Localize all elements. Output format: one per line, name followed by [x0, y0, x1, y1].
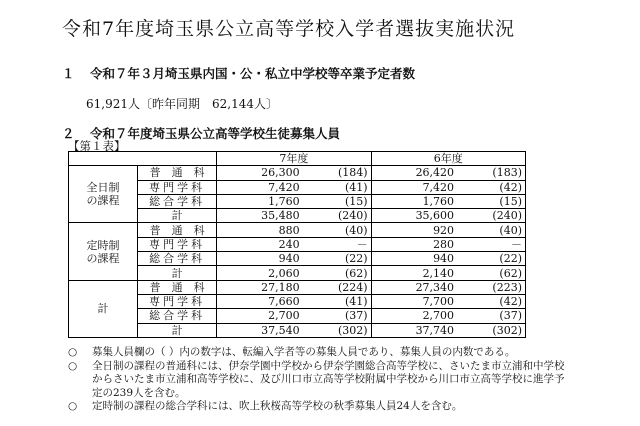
value-7: 2,700: [217, 309, 303, 323]
value-6: 7,420: [371, 180, 457, 194]
graduate-count-value: 61,921人: [86, 97, 140, 111]
transfer-6: (223): [457, 280, 525, 294]
group-label-line1: 計: [97, 302, 109, 316]
value-6: 2,700: [371, 309, 457, 323]
value-6: 37,740: [371, 323, 457, 337]
transfer-6: (22): [457, 252, 525, 266]
row-label: 専門学科: [138, 180, 217, 194]
page-title: 令和7年度埼玉県公立高等学校入学者選抜実施状況: [62, 18, 516, 40]
row-label: 専門学科: [138, 237, 217, 251]
group-label: [69, 223, 138, 280]
row-label: 普 通 科: [138, 223, 217, 237]
value-7: 27,180: [217, 280, 303, 294]
note-2: [68, 360, 568, 401]
value-7: 940: [217, 252, 303, 266]
table-row: [69, 209, 526, 223]
transfer-7: (240): [303, 209, 371, 223]
graduate-count-previous: 〔昨年同期 62,144人〕: [140, 97, 278, 111]
row-label: 総合学科: [138, 252, 217, 266]
transfer-6: (240): [457, 209, 525, 223]
note-text: 全日制の課程の普通科には、伊奈学園中学校から伊奈学園総合高等学校に、さいたま市立浦和中学校からさいたま市立浦和高等学校に、及び川口市立高等学校附属中学校から川口市立高等学校に進学予定の239人を含む。: [92, 359, 565, 399]
row-label: 専門学科: [138, 294, 217, 308]
row-label: 計: [138, 266, 217, 280]
value-7: 2,060: [217, 266, 303, 280]
value-7: 1,760: [217, 194, 303, 208]
value-6: 280: [371, 237, 457, 251]
value-7: 7,660: [217, 294, 303, 308]
header-year-7: 7年度: [217, 152, 371, 166]
table-row: [69, 166, 526, 180]
value-7: 26,300: [217, 166, 303, 180]
table-row: [69, 280, 526, 294]
transfer-7: (62): [303, 266, 371, 280]
transfer-7: (40): [303, 223, 371, 237]
note-marker: ○: [68, 346, 78, 358]
table-row: [69, 194, 526, 208]
table-row: [69, 223, 526, 237]
transfer-7: －: [303, 237, 371, 251]
row-label: 総合学科: [138, 194, 217, 208]
value-7: 37,540: [217, 323, 303, 337]
transfer-7: (41): [303, 180, 371, 194]
section-1-title: 令和７年３月埼玉県内国・公・私立中学校等卒業予定者数: [90, 66, 416, 81]
section-1-heading: [62, 64, 415, 82]
value-6: 2,140: [371, 266, 457, 280]
transfer-6: (183): [457, 166, 525, 180]
transfer-7: (37): [303, 309, 371, 323]
note-text: 定時制の課程の総合学科には、吹上秋桜高等学校の秋季募集人員24人を含む。: [92, 400, 463, 413]
transfer-7: (15): [303, 194, 371, 208]
row-label: 計: [138, 323, 217, 337]
group-label-line2: の課程: [86, 251, 120, 265]
value-6: 1,760: [371, 194, 457, 208]
note-text: 募集人員欄の（ ）内の数字は、転編入学者等の募集人員であり、募集人員の内数である。: [92, 346, 516, 358]
group-label: [69, 166, 138, 223]
table-row: [69, 309, 526, 323]
row-label: 総合学科: [138, 309, 217, 323]
table-body: [69, 166, 526, 338]
section-2-title: 令和７年度埼玉県公立高等学校生徒募集人員: [90, 126, 341, 141]
table-row: [69, 252, 526, 266]
value-6: 27,340: [371, 280, 457, 294]
note-marker: ○: [68, 359, 78, 372]
table-row: [69, 266, 526, 280]
section-2-number: ２: [62, 126, 75, 141]
table-header-blank: [69, 152, 217, 166]
transfer-7: (224): [303, 280, 371, 294]
value-7: 880: [217, 223, 303, 237]
value-7: 240: [217, 237, 303, 251]
row-label: 計: [138, 209, 217, 223]
table-label: 【第１表】: [68, 139, 126, 153]
group-label-line1: 全日制: [86, 181, 120, 195]
value-6: 920: [371, 223, 457, 237]
value-6: 35,600: [371, 209, 457, 223]
notes: [68, 346, 568, 414]
value-6: 940: [371, 252, 457, 266]
header-year-6: 6年度: [371, 152, 525, 166]
table-row: [69, 237, 526, 251]
transfer-7: (22): [303, 252, 371, 266]
transfer-7: (41): [303, 294, 371, 308]
table-row: [69, 180, 526, 194]
value-6: 7,700: [371, 294, 457, 308]
transfer-6: －: [457, 237, 525, 251]
transfer-7: (184): [303, 166, 371, 180]
section-1-number: １: [62, 66, 75, 81]
graduate-count: [86, 95, 278, 112]
note-marker: ○: [68, 400, 78, 413]
recruitment-table: [68, 151, 526, 338]
table-row: [69, 323, 526, 337]
transfer-6: (15): [457, 194, 525, 208]
transfer-7: (302): [303, 323, 371, 337]
note-3: [68, 400, 568, 414]
group-label: [69, 280, 138, 337]
row-label: 普 通 科: [138, 280, 217, 294]
transfer-6: (42): [457, 294, 525, 308]
table-header-row: [69, 152, 526, 166]
transfer-6: (62): [457, 266, 525, 280]
transfer-6: (42): [457, 180, 525, 194]
row-label: 普 通 科: [138, 166, 217, 180]
value-7: 35,480: [217, 209, 303, 223]
group-label-line2: の課程: [86, 194, 120, 208]
transfer-6: (302): [457, 323, 525, 337]
transfer-6: (40): [457, 223, 525, 237]
group-label-line1: 定時制: [86, 238, 120, 252]
value-6: 26,420: [371, 166, 457, 180]
value-7: 7,420: [217, 180, 303, 194]
transfer-6: (37): [457, 309, 525, 323]
table-row: [69, 294, 526, 308]
note-1: [68, 346, 568, 360]
